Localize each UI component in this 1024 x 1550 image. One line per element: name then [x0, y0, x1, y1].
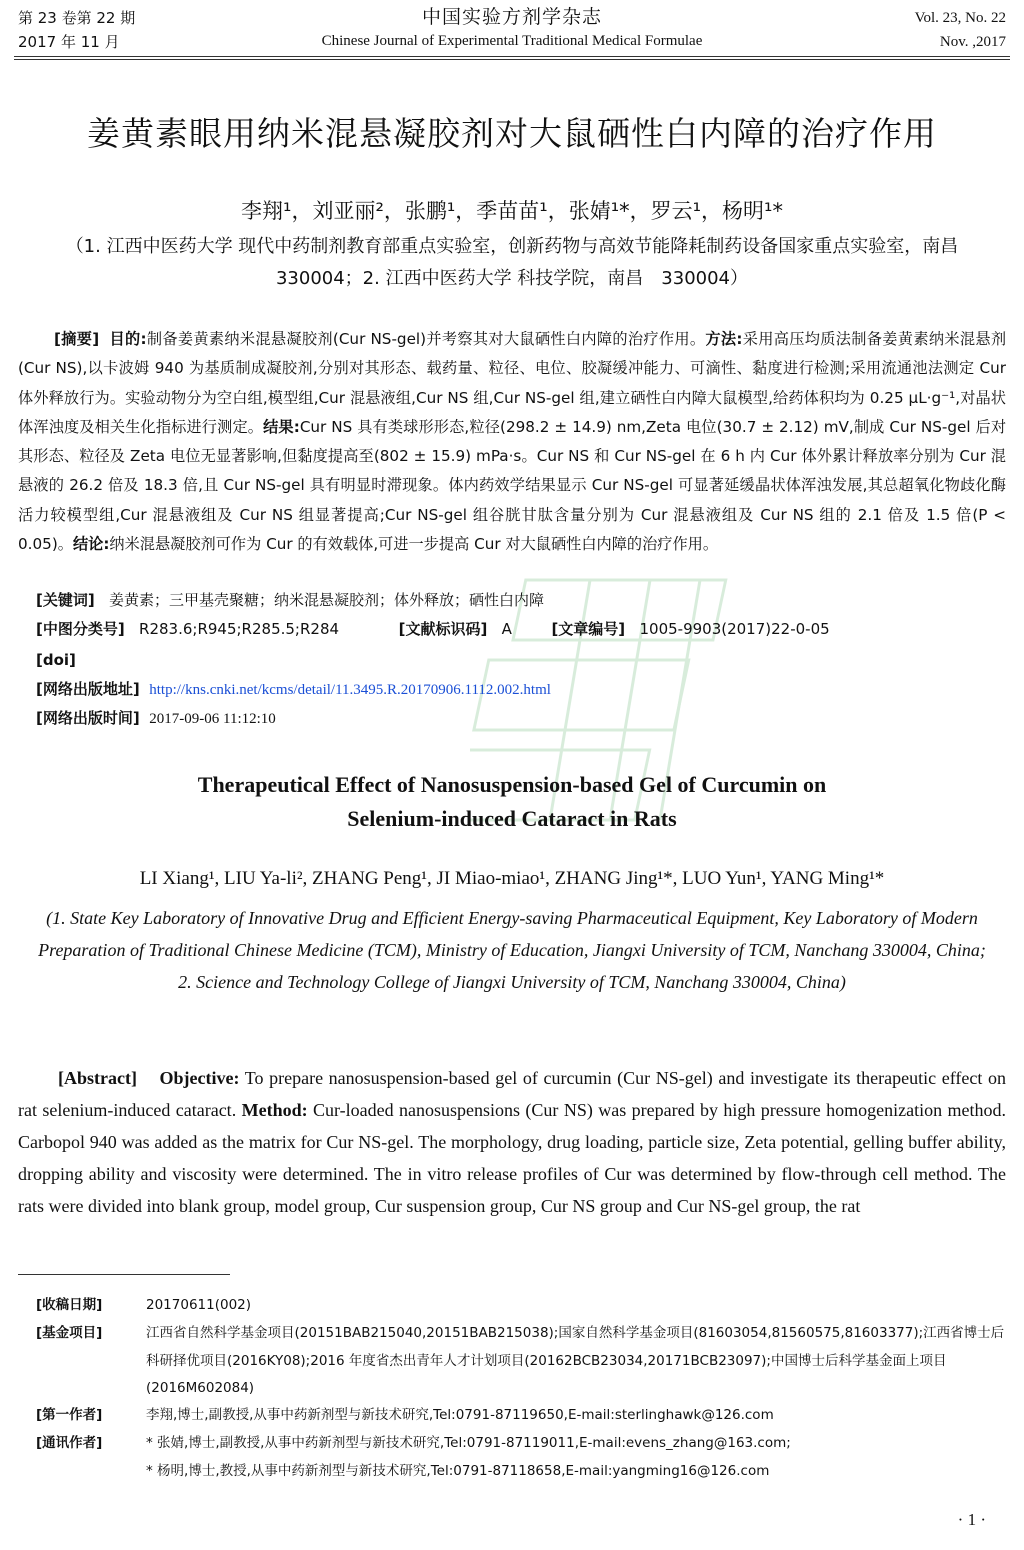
title-en-line-2: Selenium-induced Cataract in Rats — [347, 806, 677, 831]
method-text: 采用高压均质法制备姜黄素纳米混悬剂(Cur NS),以卡波姆 940 为基质制成凝胶剂,分别对其形态、载药量、粒径、电位、胶凝缓冲能力、可滴性、黏度进行检测;采用流通池法测定 Cur 体外释放行为。实验动物分为空白组,模型组,Cur 混悬液组,Cur NS 组,Cur NS-gel 组,建立硒性白内障大鼠模型,给药体积均为 0.25 μL·g⁻¹,对晶状体浑浊度及相关生化指标进行测定。 — [18, 330, 1007, 436]
abstract-en-label: [Abstract] — [58, 1068, 137, 1088]
abstract-cn — [18, 325, 1006, 559]
footnote-received — [36, 1292, 1008, 1320]
header-volume-en — [915, 6, 1006, 54]
keywords-line — [36, 586, 1006, 615]
article-title-en — [0, 768, 1024, 836]
clc-text: R283.6;R945;R285.5;R284 — [139, 620, 340, 638]
footnote-corresponding — [36, 1430, 1008, 1485]
articleno-label: [文章编号] — [551, 620, 626, 638]
header-date-en: Nov. ,2017 — [939, 34, 1006, 50]
article-title-cn: 姜黄素眼用纳米混悬凝胶剂对大鼠硒性白内障的治疗作用 — [87, 114, 937, 153]
footnote-fund — [36, 1320, 1008, 1403]
doccode-label: [文献标识码] — [398, 620, 488, 638]
corresponding-author-1: * 张婧,博士,副教授,从事中药新剂型与新技术研究,Tel:0791-87119011,E-mail:evens_zhang@163.com; — [146, 1435, 791, 1451]
pubtime-label: [网络出版时间] — [36, 709, 140, 727]
journal-name-en: Chinese Journal of Experimental Traditional Medical Formulae — [321, 33, 703, 49]
first-author-text: 李翔,博士,副教授,从事中药新剂型与新技术研究,Tel:0791-87119650,E-mail:sterlinghawk@126.com — [146, 1407, 774, 1423]
method-en-label: Method: — [241, 1100, 308, 1120]
method-en-text: Cur-loaded nanosuspensions (Cur NS) was prepared by high pressure homogenization method. Carbopol 940 was added as the matrix for Cur NS-gel. The morphology, drug loading, particle size, Zeta potential, gelling buffer ability, dropping ability and viscosity were determined. The in vitro release profiles of Cur was determined by flow-through cell method. The rats were divided into blank group, model group, Cur suspension group, Cur NS group and Cur NS-gel group, the rat — [18, 1100, 1007, 1216]
url-line — [36, 675, 1006, 705]
url-label: [网络出版地址] — [36, 680, 140, 698]
publication-url-link[interactable]: http://kns.cnki.net/kcms/detail/11.3495.R.20170906.1112.002.html — [149, 682, 551, 698]
objective-label: 目的: — [109, 330, 147, 348]
abstract-en — [18, 1062, 1006, 1222]
header-journal — [0, 4, 1024, 52]
first-author-label: [第一作者] — [36, 1407, 103, 1423]
conclusion-label: 结论: — [72, 535, 110, 554]
result-label: 结果: — [263, 417, 300, 436]
header-vol-no: Vol. 23, No. 22 — [914, 10, 1006, 26]
keywords-text: 姜黄素；三甲基壳聚糖；纳米混悬凝胶剂；体外释放；硒性白内障 — [109, 591, 545, 609]
result-text: Cur NS 具有类球形形态,粒径(298.2 ± 14.9) nm,Zeta 电位(30.7 ± 2.12) mV,制成 Cur NS-gel 后对其形态、粒径及 Zeta 电位无显著影响,但黏度提高至(802 ± 15.9) mPa·s。Cur NS 和 Cur NS-gel 在 6 h 内 Cur 体外累计释放率分别为 Cur 混悬液的 26.2 倍及 18.3 倍,且 Cur NS-gel 具有明显时滞现象。体内药效学结果显示 Cur NS-gel 可显著延缓晶状体浑浊发展,其总超氧化物歧化酶活力较模型组,Cur 混悬液组及 Cur NS 组显著提高;Cur NS-gel 组谷胱甘肽含量分别为 Cur 混悬液组及 Cur NS 组的 2.1 倍及 1.5 倍(P < 0.05)。 — [18, 417, 1007, 554]
header-date-cn: 2017 年 11 月 — [18, 33, 120, 51]
corresponding-label: [通讯作者] — [36, 1435, 103, 1451]
affiliations-en: (1. State Key Laboratory of Innovative Drug and Efficient Energy-saving Pharmaceutical Equipment, Key Laboratory of Modern Preparation of Traditional Chinese Medicine (TCM), Ministry of Education, Jiangxi University of TCM, Nanchang 330004, China; 2. Science and Technology College of Jiangxi University of TCM, Nanchang 330004, China) — [38, 908, 986, 992]
header-volume-issue: 第 23 卷第 22 期 — [18, 9, 136, 27]
corresponding-text — [146, 1430, 1006, 1485]
pubtime-line — [36, 704, 1006, 734]
fund-text: 江西省自然科学基金项目(20151BAB215040,20151BAB215038);国家自然科学基金项目(81603054,81560575,81603377);江西省博士后科研择优项目(2016KY08);2016 年度省杰出青年人才计划项目(20162BCB23034,20171BCB23097);中国博士后科学基金面上项目(2016M602084) — [146, 1325, 1005, 1396]
fund-label: [基金项目] — [36, 1325, 103, 1341]
footnote-rule — [18, 1274, 230, 1275]
received-text: 20170611(002) — [146, 1297, 252, 1313]
keywords-label: [关键词] — [36, 591, 95, 609]
footnote-first-author — [36, 1402, 1008, 1430]
page-number: · 1 · — [957, 1510, 986, 1529]
received-label: [收稿日期] — [36, 1297, 103, 1313]
articleno-text: 1005-9903(2017)22-0-05 — [639, 620, 830, 638]
doccode-text: A — [501, 620, 512, 638]
header-rule-1 — [14, 56, 1010, 57]
authors-cn: 李翔¹，刘亚丽²，张鹏¹，季苗苗¹，张婧¹*，罗云¹，杨明¹* — [241, 199, 783, 223]
clc-label: [中图分类号] — [36, 620, 125, 638]
header-rule-2 — [14, 59, 1010, 60]
journal-name-cn: 中国实验方剂学杂志 — [421, 6, 602, 28]
title-en-line-1: Therapeutical Effect of Nanosuspension-based Gel of Curcumin on — [197, 772, 827, 797]
pubtime-text: 2017-09-06 11:12:10 — [149, 711, 276, 727]
doi-label: [doi] — [36, 651, 76, 669]
authors-en: LI Xiang¹, LIU Ya-li², ZHANG Peng¹, JI Miao-miao¹, ZHANG Jing¹*, LUO Yun¹, YANG Ming¹* — [139, 868, 885, 889]
conclusion-text: 纳米混悬凝胶剂可作为 Cur 的有效载体,可进一步提高 Cur 对大鼠硒性白内障的治疗作用。 — [109, 535, 719, 554]
objective-text: 制备姜黄素纳米混悬凝胶剂(Cur NS-gel)并考察其对大鼠硒性白内障的治疗作用。 — [146, 330, 706, 348]
abstract-label: [摘要] — [54, 330, 100, 348]
affiliations-cn: （1. 江西中医药大学 现代中药制剂教育部重点实验室，创新药物与高效节能降耗制药设备国家重点实验室，南昌 330004；2. 江西中医药大学 科技学院，南昌 330004） — [65, 236, 977, 289]
objective-en-text: To prepare nanosuspension-based gel of curcumin (Cur NS-gel) and investigate its therapeutic effect on rat selenium-induced cataract. — [18, 1068, 1006, 1120]
classification-line — [36, 615, 1006, 644]
method-label: 方法: — [705, 330, 743, 348]
corresponding-author-2: * 杨明,博士,教授,从事中药新剂型与新技术研究,Tel:0791-87118658,E-mail:yangming16@126.com — [146, 1462, 770, 1479]
objective-en-label: Objective: — [159, 1068, 240, 1088]
doi-line — [36, 646, 1006, 675]
